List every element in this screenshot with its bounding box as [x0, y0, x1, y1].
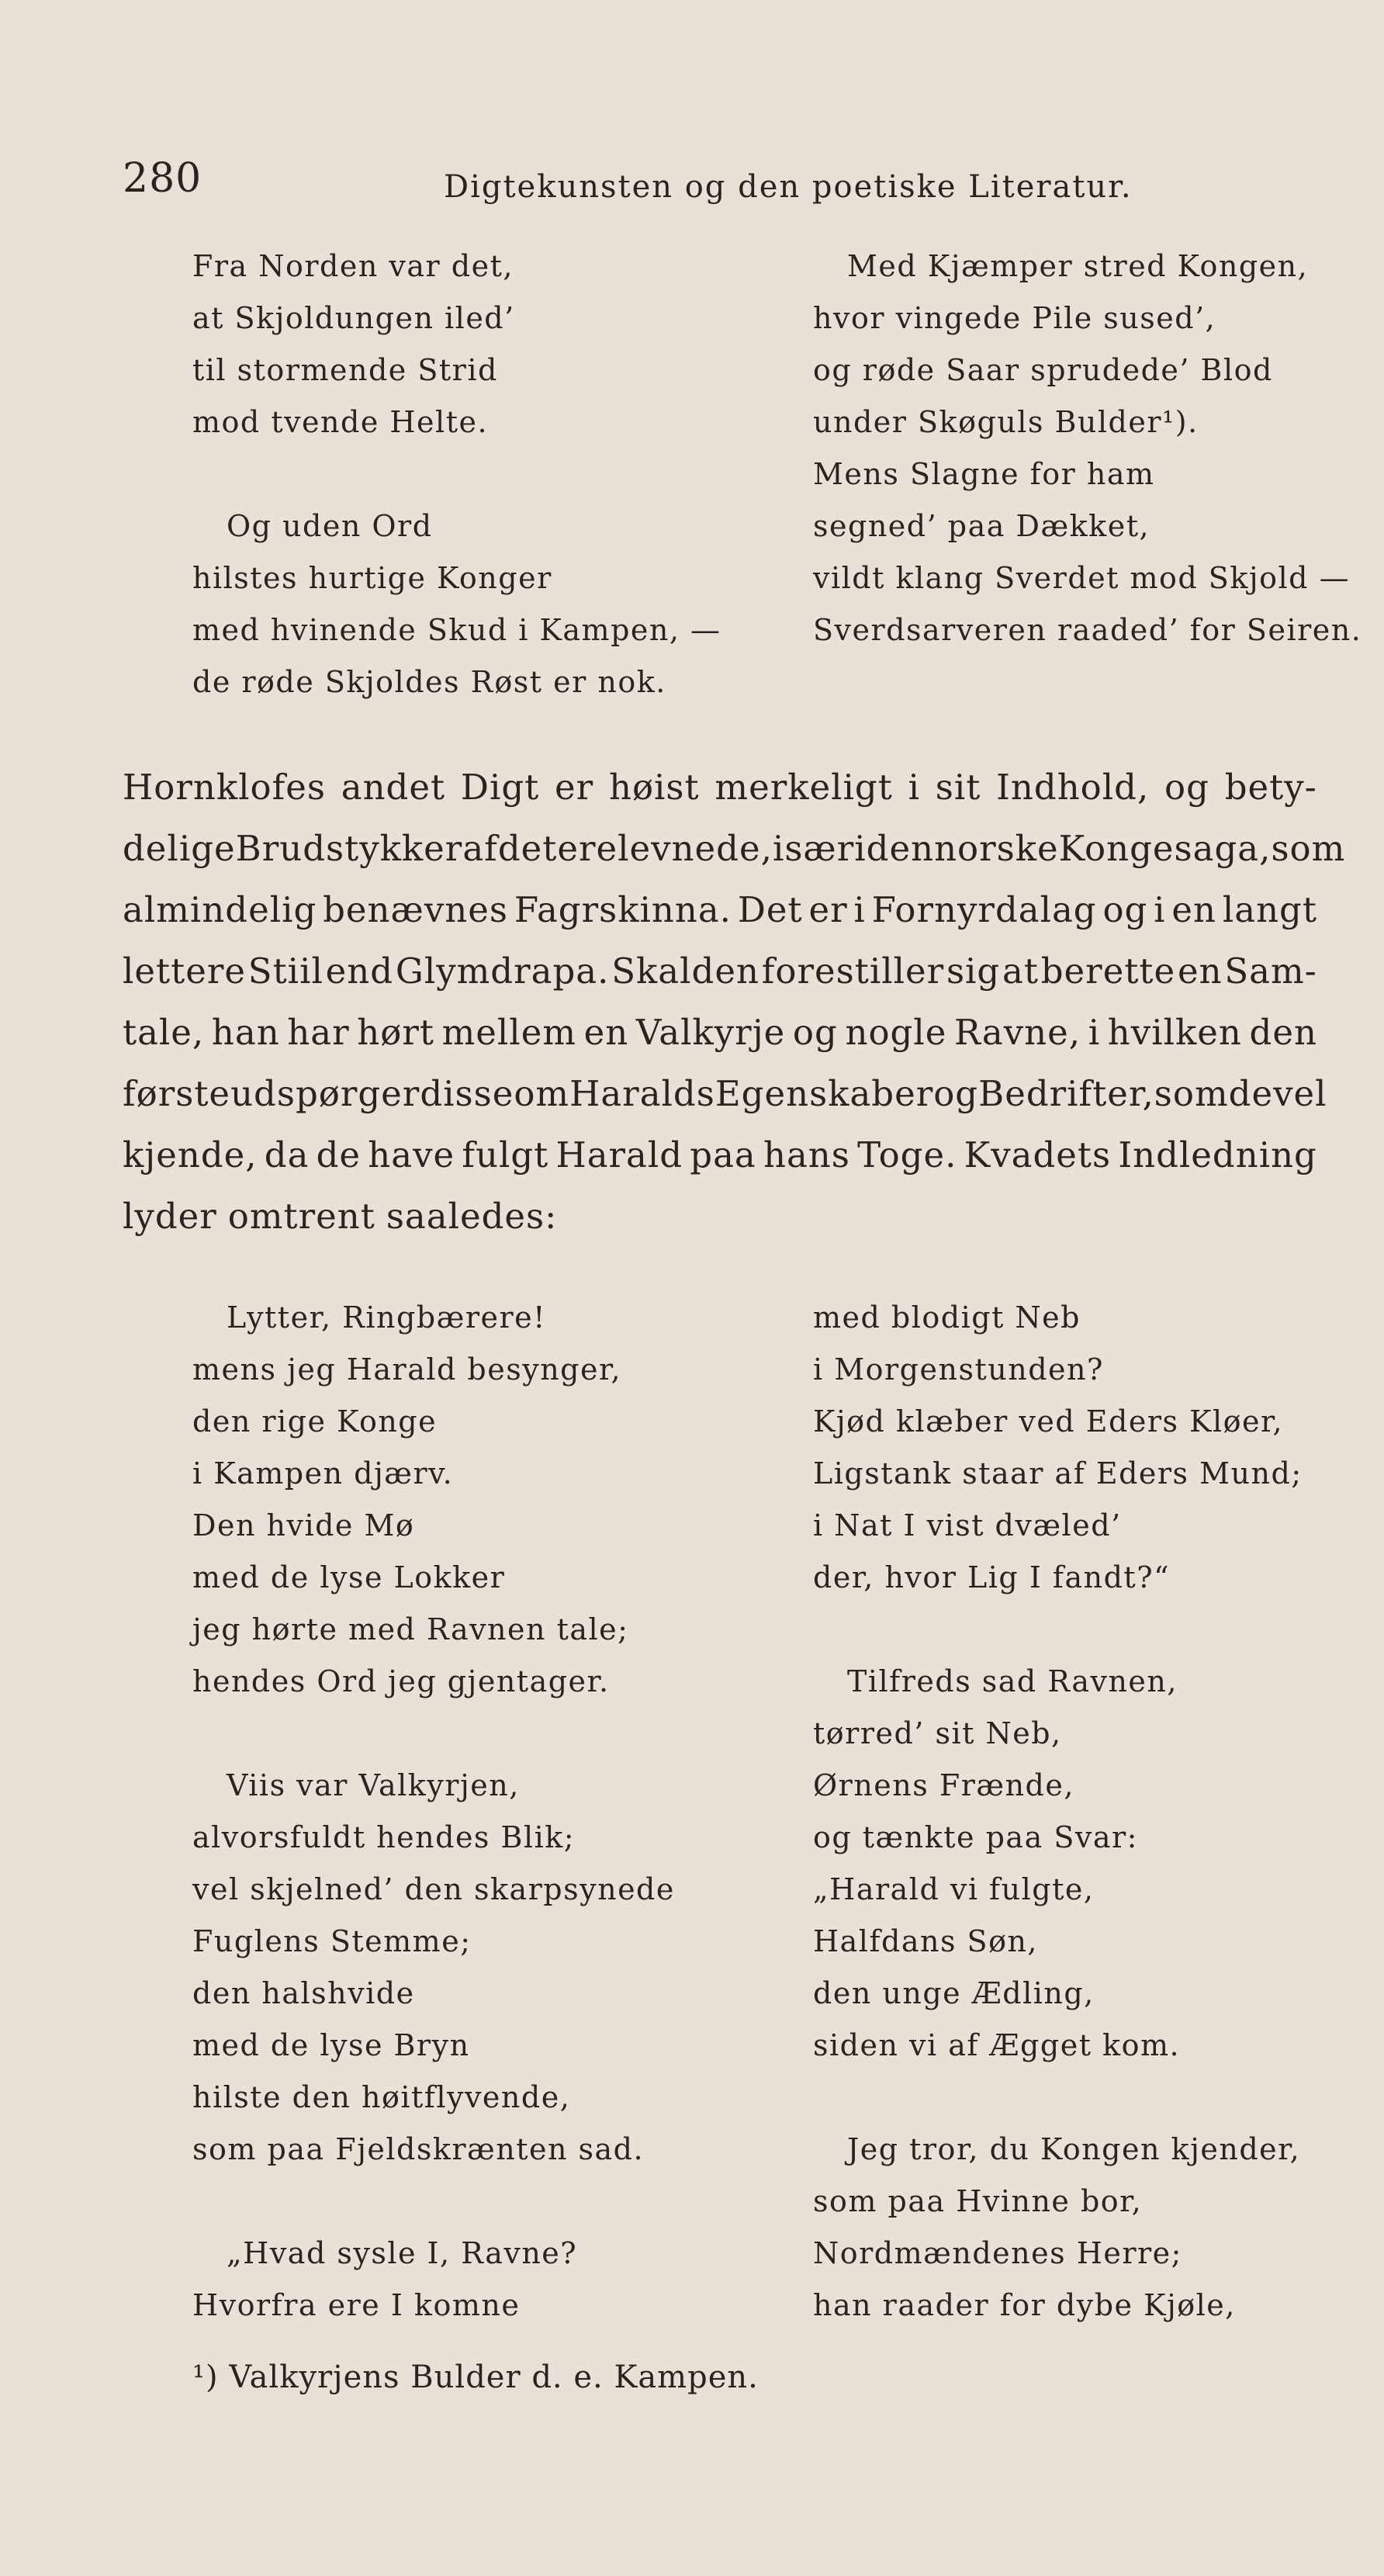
verse-line: Fuglens Stemme; [192, 1924, 472, 1958]
prose-word: hvilken [1107, 1012, 1242, 1053]
verse-line: som paa Hvinne bor, [813, 2184, 1143, 2218]
prose-word: tale, [123, 1012, 205, 1053]
verse-line: med hvinende Skud i Kampen, — [192, 613, 721, 647]
verse-line: og røde Saar sprudede’ Blod [813, 353, 1273, 387]
prose-word: Hornklofes [123, 767, 326, 808]
prose-word: i [854, 828, 867, 869]
prose-word: og [933, 1073, 979, 1114]
prose-word: nogle [845, 1012, 947, 1053]
page-header [123, 155, 1286, 205]
prose-word: har [287, 1012, 350, 1053]
verse-line: de røde Skjoldes Røst er nok. [192, 665, 666, 699]
prose-word: og [792, 1012, 838, 1053]
stanza-gap [192, 1708, 675, 1760]
prose-word: især [772, 828, 855, 869]
prose-word: og [1102, 889, 1148, 930]
verse-line: Mens Slagne for ham [813, 457, 1155, 491]
verse-line: hilstes hurtige Konger [192, 561, 552, 595]
verse-line: Ligstank staar af Eders Mund; [813, 1456, 1303, 1491]
footnote [192, 2360, 759, 2395]
prose-word: Toge. [857, 1134, 957, 1175]
verse-line: Jeg tror, du Kongen kjender, [847, 2132, 1301, 2166]
verse-line: hilste den høitflyvende, [192, 2080, 571, 2114]
prose-word: mellem [441, 1012, 576, 1053]
prose-word: at [1002, 950, 1039, 992]
verse-line: tørred’ sit Neb, [813, 1716, 1062, 1750]
prose-word: andet [341, 767, 446, 808]
prose-word: det [497, 828, 558, 869]
verse-line: vildt klang Sverdet mod Skjold — [813, 561, 1351, 595]
stanza-gap [813, 2072, 1303, 2124]
verse-line: Den hvide Mø [192, 1508, 415, 1542]
verse-line: i Kampen djærv. [192, 1456, 454, 1491]
running-head: Digtekunsten og den poetiske Literatur. [444, 169, 1133, 205]
prose-word: han [211, 1012, 280, 1053]
prose-word: hørt [357, 1012, 434, 1053]
prose-word: Stiil [247, 950, 324, 992]
prose-word: benævnes [323, 889, 508, 930]
prose-word: omtrent [227, 1196, 375, 1237]
verse-line: den unge Ædling, [813, 1976, 1095, 2010]
verse-line: Sverdsarveren raaded’ for Seiren. [813, 613, 1362, 647]
prose-word: saaledes: [386, 1196, 558, 1237]
prose-line [123, 818, 1346, 879]
prose-word: en [1177, 950, 1223, 992]
verse-line: Lytter, Ringbærere! [227, 1300, 546, 1335]
verse-line: Og uden Ord [227, 509, 433, 543]
prose-word: sig [946, 950, 1001, 992]
prose-word: første [123, 1073, 231, 1114]
verse-line: vel skjelned’ den skarpsynede [192, 1872, 675, 1906]
verse-line: Kjød klæber ved Eders Kløer, [813, 1404, 1284, 1439]
prose-line [123, 879, 1317, 940]
prose-word: merkeligt [714, 767, 893, 808]
prose-word: den [866, 828, 935, 869]
prose-word: sit [935, 767, 981, 808]
prose-paragraph [123, 757, 1346, 1247]
prose-line [123, 1124, 1317, 1186]
verse-line: med de lyse Lokker [192, 1560, 506, 1594]
verse-line: at Skjoldungen iled’ [192, 301, 515, 335]
prose-word: Fornyrdalag [871, 889, 1097, 930]
verse-line: der, hvor Lig I fandt?“ [813, 1560, 1170, 1594]
verse-line: med de lyse Bryn [192, 2028, 470, 2062]
prose-word: og [1164, 767, 1209, 808]
prose-word: disse [420, 1073, 514, 1114]
verse-line: mens jeg Harald besynger, [192, 1352, 622, 1387]
prose-word: bety- [1224, 767, 1317, 808]
prose-word: forestiller [761, 950, 945, 992]
prose-word: Ravne, [954, 1012, 1081, 1053]
prose-word: Skalden [611, 950, 759, 992]
prose-word: Indledning [1118, 1134, 1317, 1175]
verse-line: Hvorfra ere I komne [192, 2288, 521, 2322]
verse-line: siden vi af Ægget kom. [813, 2028, 1181, 2062]
verse-line: den rige Konge [192, 1404, 438, 1439]
verse-line: „Harald vi fulgte, [813, 1872, 1095, 1906]
prose-word: en [583, 1012, 629, 1053]
prose-word: Brudstykker [235, 828, 463, 869]
verse-line: Halfdans Søn, [813, 1924, 1039, 1958]
verse-line: jeg hørte med Ravnen tale; [192, 1612, 629, 1646]
verse-line: Viis var Valkyrjen, [227, 1768, 520, 1802]
prose-word: ere [557, 828, 618, 869]
prose-word: er [555, 767, 594, 808]
prose-word: Fagrskinna. [514, 889, 732, 930]
prose-word: om [514, 1073, 570, 1114]
verse-line: Fra Norden var det, [192, 249, 514, 283]
prose-word: i [853, 889, 866, 930]
prose-word: hans [763, 1134, 850, 1175]
prose-word: i [1088, 1012, 1101, 1053]
prose-word: Kongesaga, [1058, 828, 1272, 869]
stanza-gap [192, 2176, 675, 2228]
verse-line: segned’ paa Dækket, [813, 509, 1150, 543]
stanza-gap [813, 1604, 1303, 1656]
verse-line: i Nat I vist dvæled’ [813, 1508, 1122, 1542]
verse-line: „Hvad sysle I, Ravne? [227, 2236, 578, 2270]
prose-word: kjende, [123, 1134, 258, 1175]
prose-word: Harald [555, 1134, 683, 1175]
verse-line: Med Kjæmper stred Kongen, [847, 249, 1309, 283]
page-number: 280 [123, 155, 202, 202]
prose-word: vel [1273, 1073, 1327, 1114]
prose-word: fulgt [462, 1134, 549, 1175]
verse-line: hvor vingede Pile sused’, [813, 301, 1216, 335]
verse-line: han raader for dybe Kjøle, [813, 2288, 1236, 2322]
verse-line: med blodigt Neb [813, 1300, 1081, 1335]
prose-word: som [1154, 1073, 1229, 1114]
prose-word: udspørger [230, 1073, 420, 1114]
verse-block-1-right [813, 241, 1362, 656]
verse-block-2-left [192, 1292, 675, 2332]
prose-word: lettere [123, 950, 246, 992]
prose-word: i [908, 767, 920, 808]
verse-block-1-left [192, 241, 721, 708]
prose-word: have [368, 1134, 455, 1175]
prose-word: i [1154, 889, 1166, 930]
verse-line: som paa Fjeldskrænten sad. [192, 2132, 645, 2166]
prose-word: da [264, 1134, 310, 1175]
prose-word: levnede, [618, 828, 773, 869]
prose-line [123, 940, 1317, 1002]
verse-line: og tænkte paa Svar: [813, 1820, 1138, 1854]
verse-line: Ørnens Frænde, [813, 1768, 1074, 1802]
prose-line [123, 1002, 1317, 1063]
prose-word: de [316, 1134, 362, 1175]
verse-line: i Morgenstunden? [813, 1352, 1104, 1387]
prose-word: Sam- [1224, 950, 1317, 992]
stanza-gap [192, 448, 721, 500]
verse-line: hendes Ord jeg gjentager. [192, 1664, 610, 1698]
prose-word: Valkyrje [635, 1012, 786, 1053]
prose-line [123, 1186, 1317, 1247]
prose-word: Haralds [569, 1073, 715, 1114]
prose-word: norske [934, 828, 1059, 869]
verse-line: til stormende Strid [192, 353, 498, 387]
prose-word: de [1228, 1073, 1274, 1114]
prose-word: den [1249, 1012, 1317, 1053]
prose-word: en [1171, 889, 1217, 930]
verse-line: under Skøguls Bulder¹). [813, 405, 1199, 439]
prose-word: Kvadets [964, 1134, 1112, 1175]
prose-word: almindelig [123, 889, 317, 930]
verse-line: alvorsfuldt hendes Blik; [192, 1820, 576, 1854]
prose-word: berette [1040, 950, 1176, 992]
prose-line [123, 1063, 1327, 1124]
prose-word: af [462, 828, 498, 869]
prose-word: er [808, 889, 848, 930]
footnote-marker: ¹) [192, 2360, 219, 2395]
verse-line: Nordmændenes Herre; [813, 2236, 1182, 2270]
verse-line: mod tvende Helte. [192, 405, 489, 439]
verse-line: Tilfreds sad Ravnen, [847, 1664, 1178, 1698]
verse-block-2-right [813, 1292, 1303, 2332]
prose-word: end [325, 950, 394, 992]
prose-word: Det [737, 889, 803, 930]
footnote-text: Valkyrjens Bulder d. e. Kampen. [229, 2360, 759, 2395]
prose-word: Bedrifter, [978, 1073, 1154, 1114]
prose-word: Digt [460, 767, 540, 808]
prose-word: lyder [123, 1196, 217, 1237]
prose-word: Indhold, [996, 767, 1150, 808]
verse-line: den halshvide [192, 1976, 415, 2010]
prose-word: langt [1222, 889, 1317, 930]
prose-word: Egenskaber [714, 1073, 934, 1114]
prose-line [123, 757, 1317, 818]
prose-word: som [1271, 828, 1346, 869]
prose-word: paa [690, 1134, 756, 1175]
prose-word: høist [608, 767, 700, 808]
prose-word: Glymdrapa. [395, 950, 610, 992]
prose-word: delige [123, 828, 236, 869]
